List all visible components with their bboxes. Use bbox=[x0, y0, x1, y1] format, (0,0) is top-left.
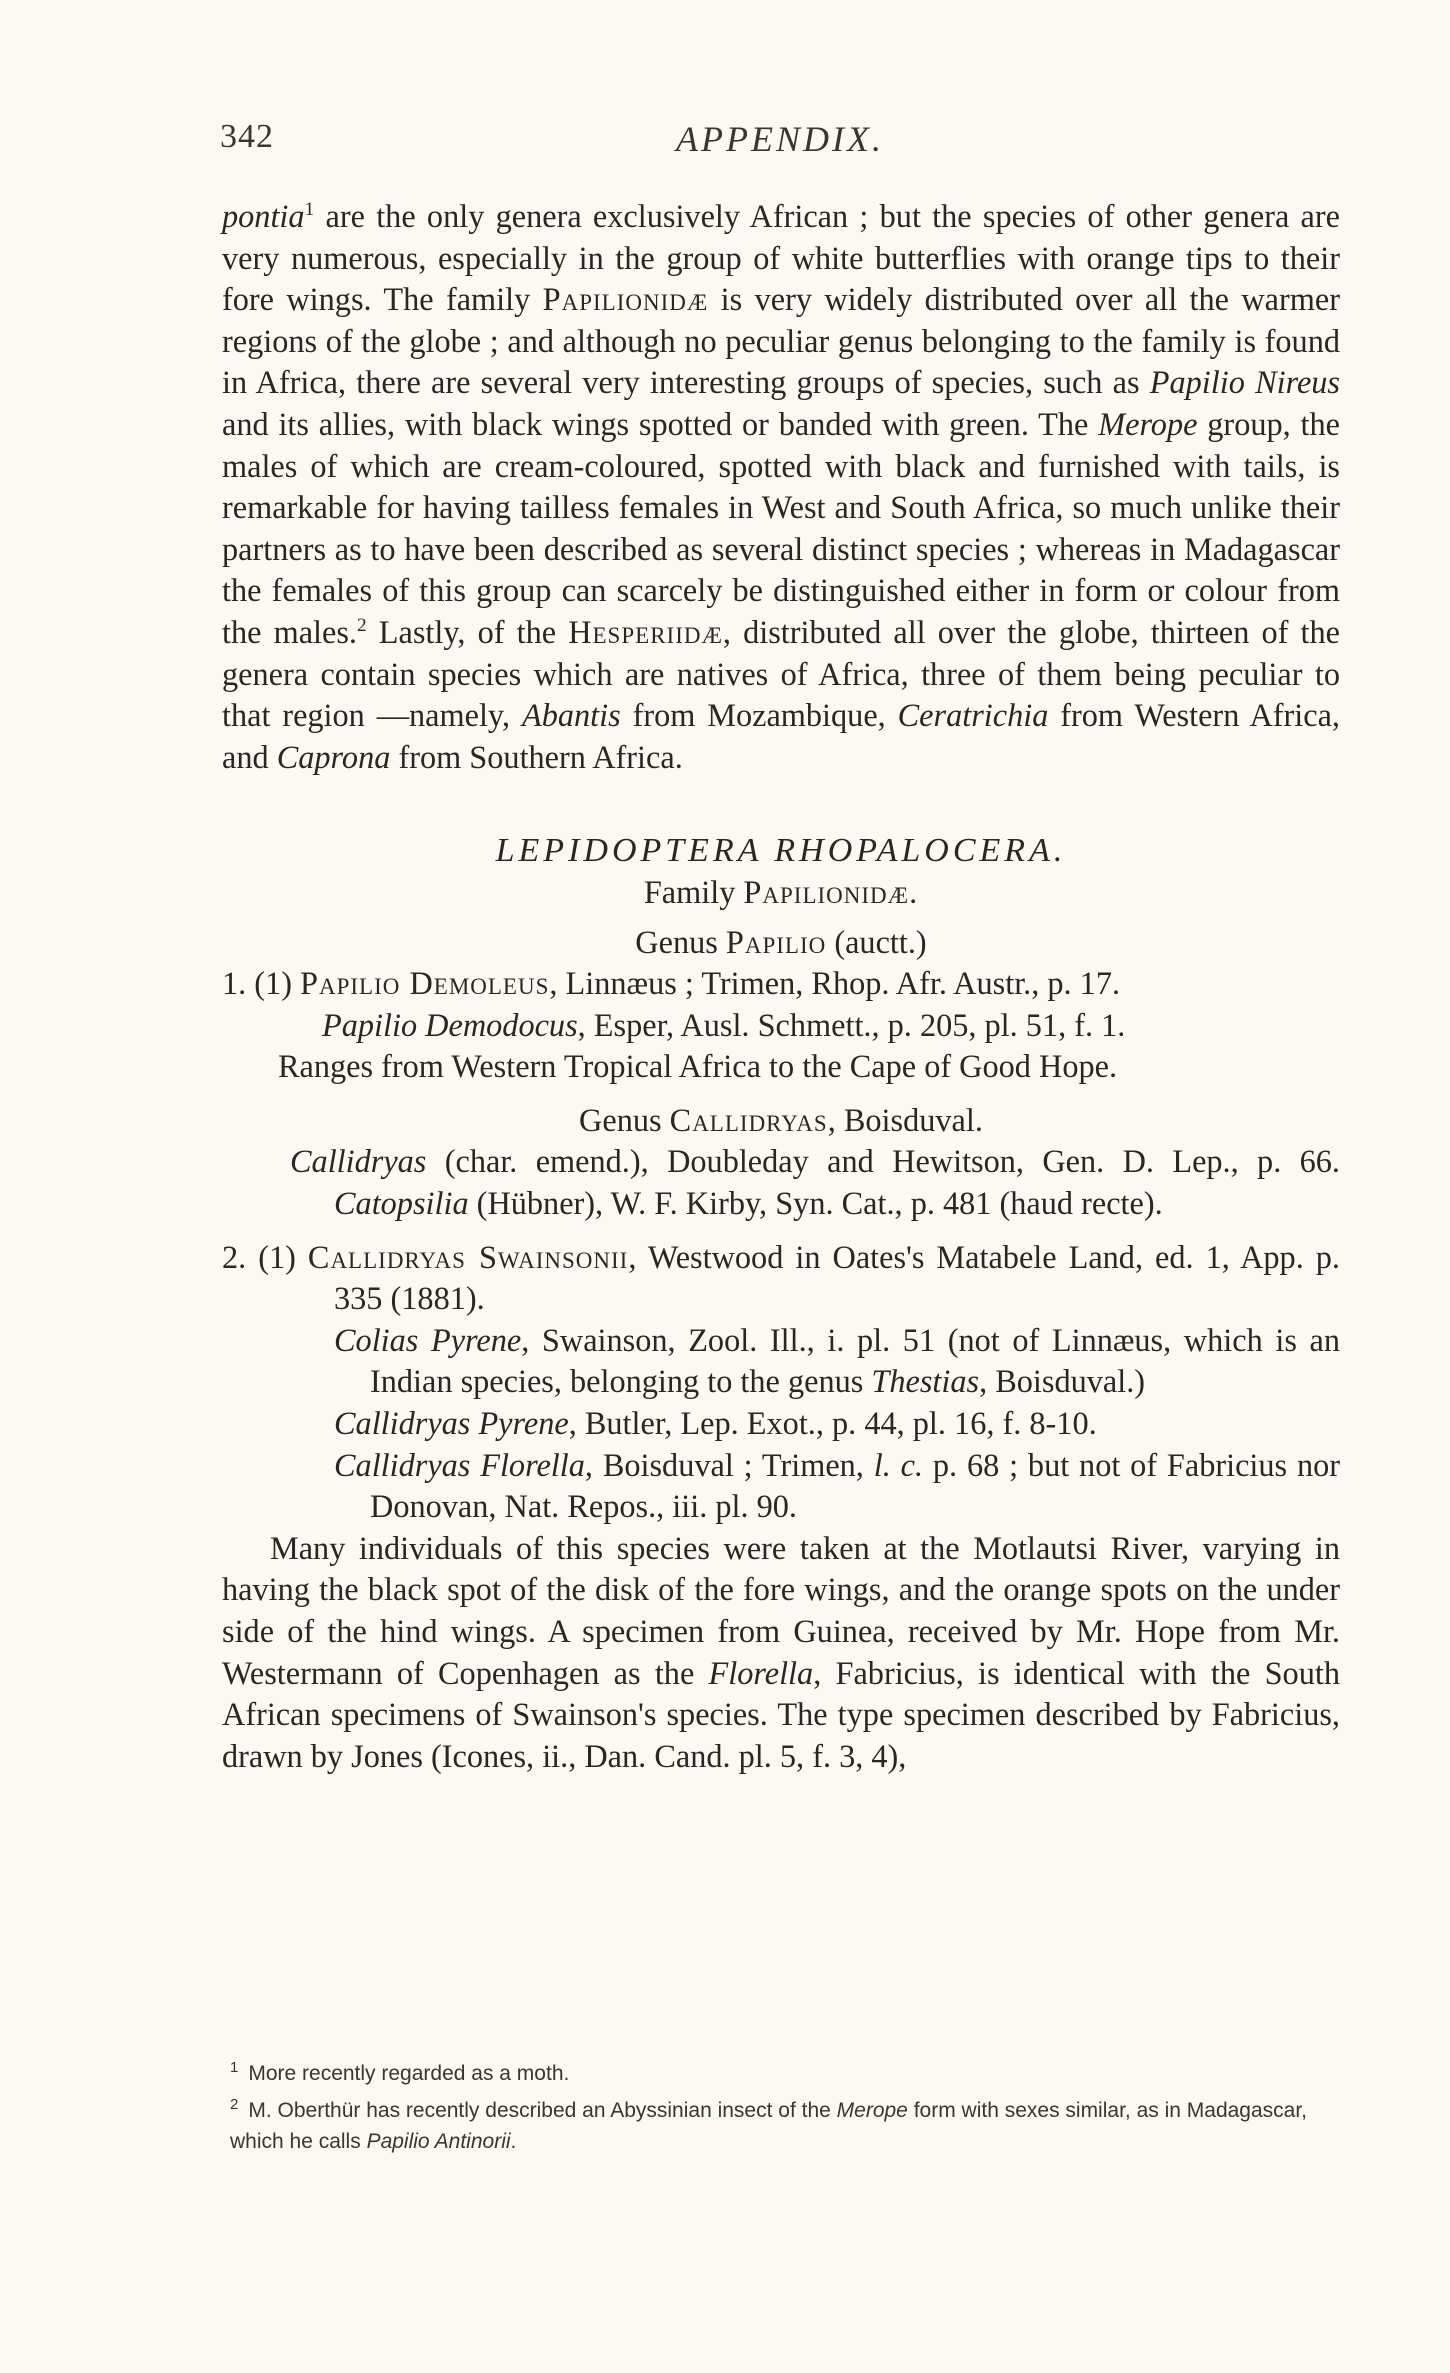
family-name: Hesperiidæ bbox=[568, 613, 723, 650]
genus-heading: Genus Callidryas, Boisduval. bbox=[579, 1101, 983, 1138]
section-title: LEPIDOPTERA RHOPALOCERA. bbox=[495, 832, 1067, 870]
page-body bbox=[222, 196, 1340, 1777]
species-name: Callidryas Swainsonii bbox=[307, 1238, 629, 1275]
range-note: Ranges from Western Tropical Africa to the Cape of Good Hope. bbox=[278, 1048, 1118, 1085]
species-entry-2: 2. (1) Callidryas Swainsonii, Westwood in Oates's Matabele Land, ed. 1, App. p. 335 (1881). bbox=[222, 1238, 1340, 1317]
synonym-line: Callidryas Pyrene, Butler, Lep. Exot., p. 44, pl. 16, f. 8-10. bbox=[334, 1405, 1097, 1442]
running-head: APPENDIX. bbox=[676, 119, 884, 159]
synonym-line: Colias Pyrene, Swainson, Zool. Ill., i. pl. 51 (not of Linnæus, which is an Indian species, belonging to the genus Thestias, Boisduval.) bbox=[334, 1321, 1340, 1400]
species-name: Papilio Demoleus bbox=[300, 965, 550, 1002]
species-entry-1: 1. (1) Papilio Demoleus, Linnæus ; Trimen, Rhop. Afr. Austr., p. 17. bbox=[222, 965, 1121, 1002]
footnotes bbox=[230, 2052, 1340, 2157]
synonym-line: Papilio Demodocus, Esper, Ausl. Schmett., p. 205, pl. 51, f. 1. bbox=[322, 1006, 1126, 1043]
page-number: 342 bbox=[220, 118, 274, 155]
genus-name: pontia bbox=[222, 198, 305, 234]
family-name: Papilionidæ bbox=[542, 281, 709, 318]
family-heading: Family Papilionidæ. bbox=[643, 873, 919, 910]
genus-synonymy: Callidryas (char. emend.), Doubleday and Hewitson, Gen. D. Lep., p. 66. Catopsilia (Hübner), W. F. Kirby, Syn. Cat., p. 481 (haud recte). bbox=[290, 1143, 1340, 1222]
intro-paragraph: pontia$^1$ are the only genera exclusively African ; but the species of other genera are very numerous, especially in the group of white butterflies with orange tips to their fore wings. The family Papilionidæ is very widely distributed over all the warmer regions of the globe ; and although no peculiar genus belonging to the family is found in Africa, there are several very interesting groups of species, such as Papilio Nireus and its allies, with black wings spotted or banded with green. The Merope group, the males of which are cream-coloured, spotted with black and furnished with tails, is remarkable for having tailless females in West and South Africa, so much unlike their partners as to have been described as several distinct species ; whereas in Madagascar the females of this group can scarcely be distinguished either in form or colour from the males.$^2$ Lastly, of the Hesperiidæ, distributed all over the globe, thirteen of the genera contain species which are natives of Africa, three of them being peculiar to that region —namely, Abantis from Mozambique, Ceratrichia from Western Africa, and Caprona from Southern Africa. bbox=[222, 198, 1341, 775]
genus-name: Ceratrichia bbox=[897, 697, 1049, 734]
footnote-1: $^1$ More recently regarded as a moth. bbox=[230, 2059, 570, 2085]
genus-name: Caprona bbox=[276, 738, 391, 775]
synonym-line: Callidryas Florella, Boisduval ; Trimen, l. c. p. 68 ; but not of Fabricius nor Donovan, Nat. Repos., iii. pl. 90. bbox=[334, 1446, 1341, 1525]
discussion-paragraph: Many individuals of this species were taken at the Motlautsi River, varying in having the black spot of the disk of the fore wings, and the orange spots on the under side of the hind wings. A specimen from Guinea, received by Mr. Hope from Mr. Westermann of Copenhagen as the Florella, Fabricius, is identical with the South African specimens of Swainson's species. The type specimen described by Fabricius, drawn by Jones (Icones, ii., Dan. Cand. pl. 5, f. 3, 4), bbox=[222, 1529, 1340, 1774]
footnote-ref-1: 1 bbox=[304, 199, 315, 221]
genus-name: Abantis bbox=[521, 697, 621, 734]
footnote-2: $^2$ M. Oberthür has recently described an Abyssinian insect of the Merope form with sexes similar, as in Madagascar, which he calls Papilio Antinorii. bbox=[230, 2096, 1308, 2153]
species-name: Papilio Nireus bbox=[1149, 364, 1341, 401]
species-name: Merope bbox=[1098, 405, 1198, 442]
footnote-ref-2: 2 bbox=[356, 615, 367, 637]
page-header bbox=[220, 118, 1340, 168]
genus-heading: Genus Papilio (auctt.) bbox=[635, 923, 927, 960]
